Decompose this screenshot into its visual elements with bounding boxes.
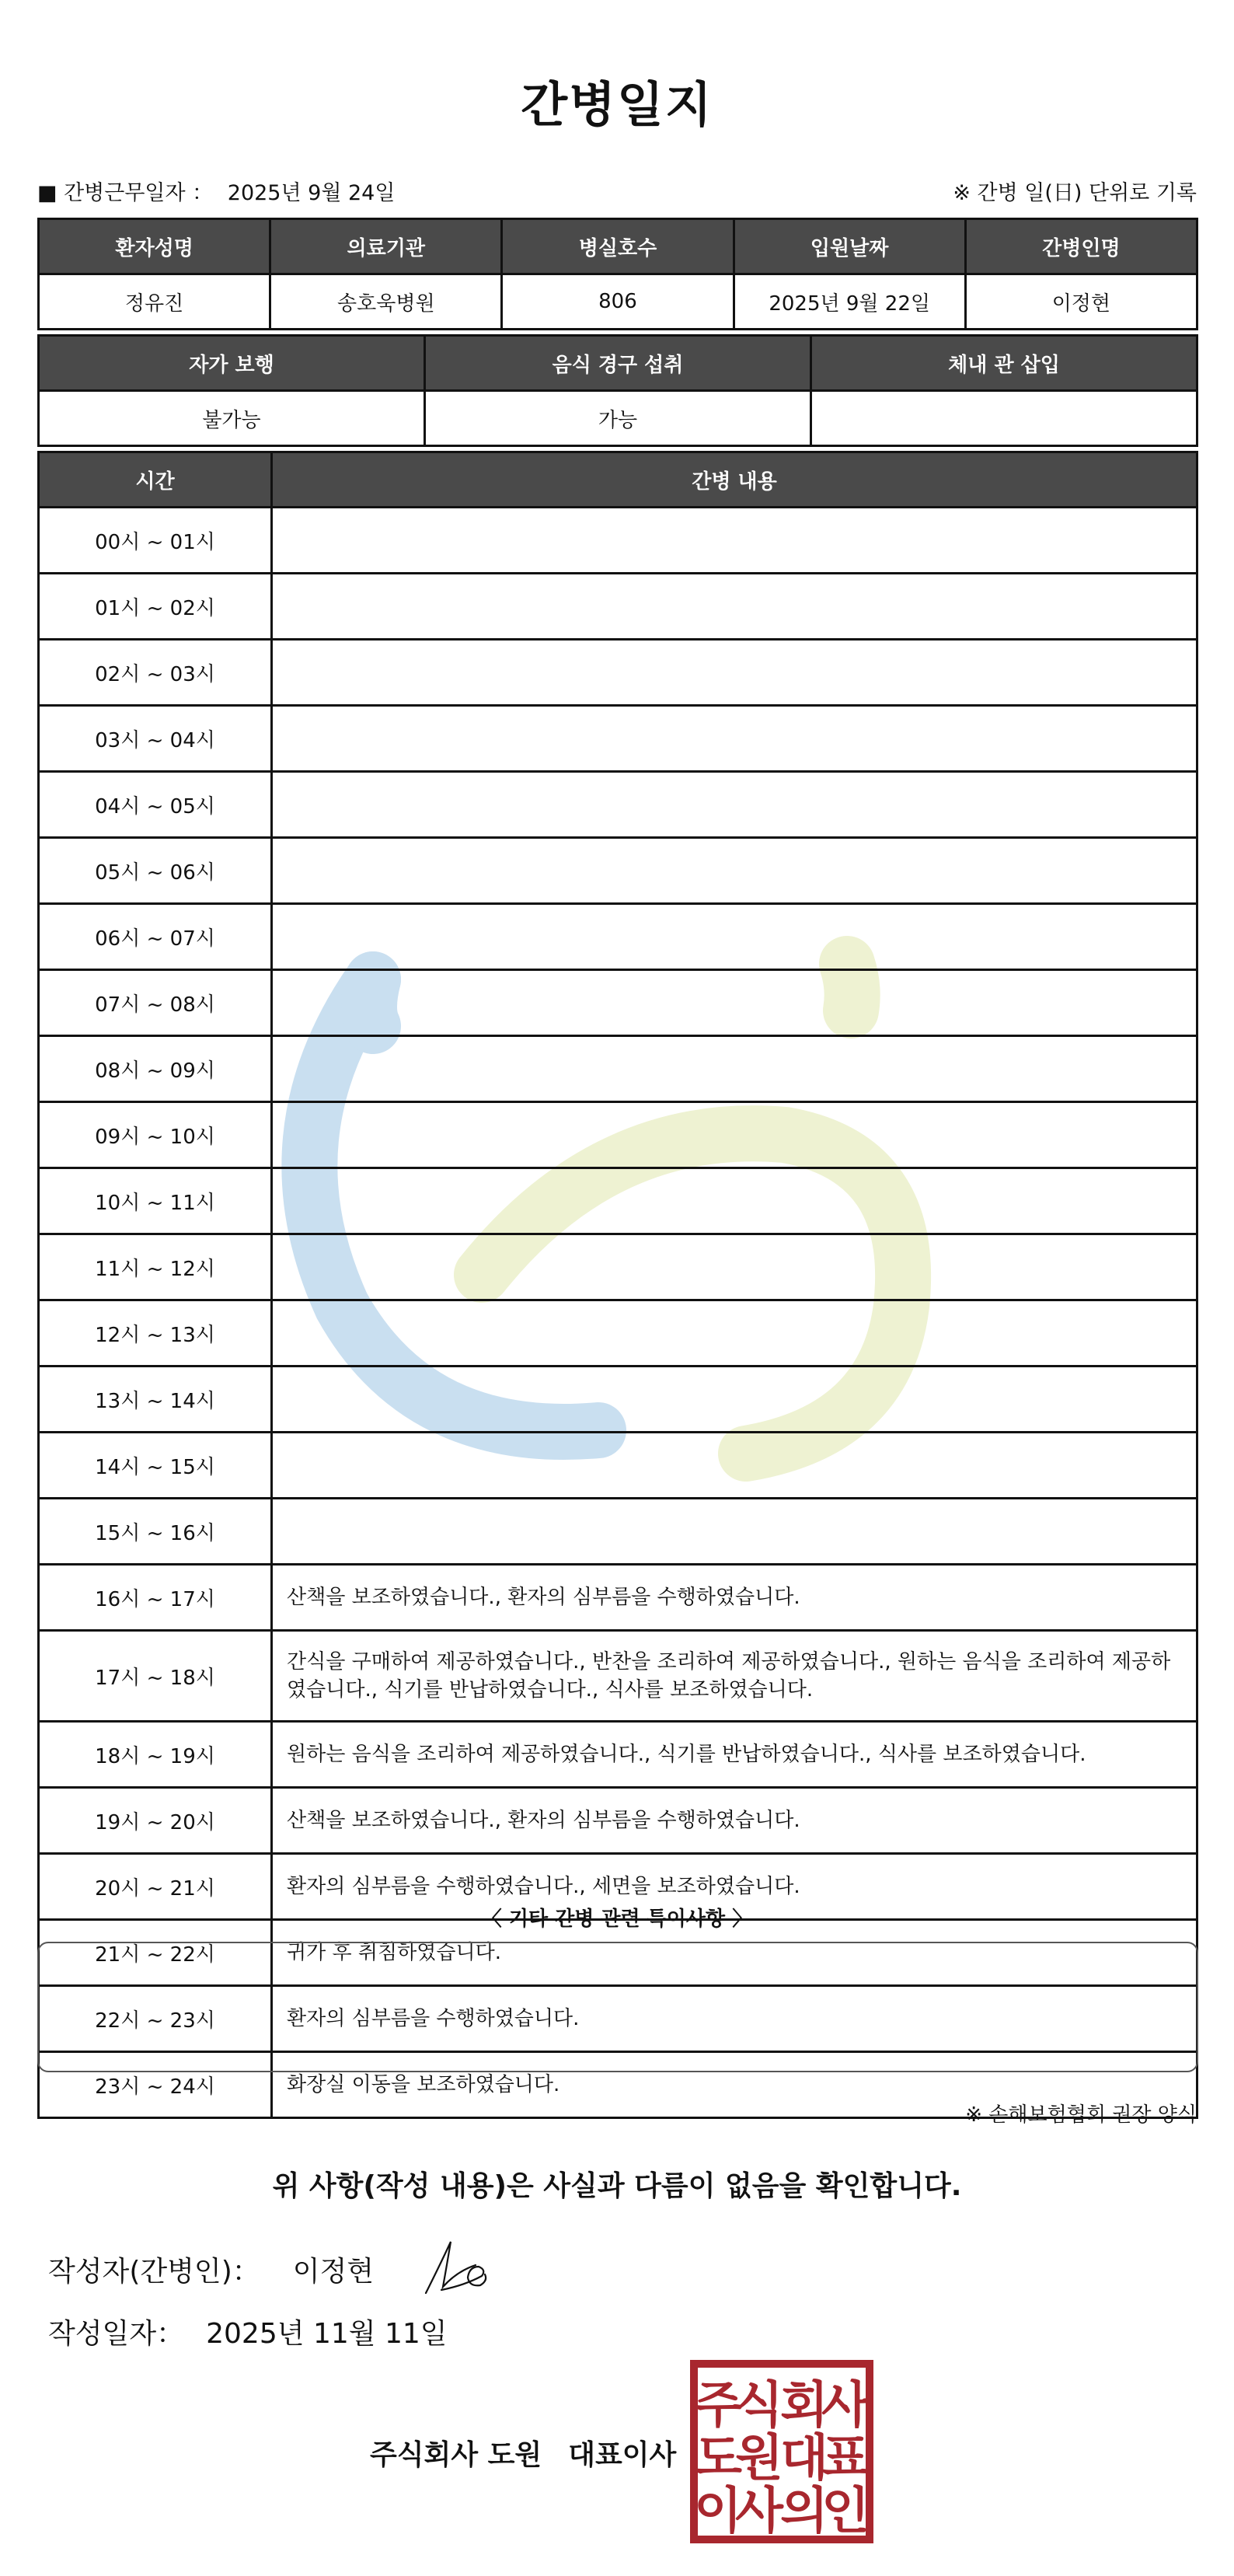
time-slot: 14시 ~ 15시 [39, 1433, 272, 1499]
svg-text:주: 주 [694, 2377, 742, 2435]
document-title: 간병일지 [521, 76, 713, 133]
patient-name: 정유진 [39, 274, 270, 330]
care-content [272, 970, 1197, 1036]
care-content [272, 508, 1197, 574]
care-log-row [39, 508, 1197, 574]
svg-text:의: 의 [780, 2483, 828, 2540]
care-log-row [39, 1102, 1197, 1168]
header-admission-date: 입원날짜 [734, 219, 965, 274]
care-log-row [39, 706, 1197, 772]
care-log-row [39, 1499, 1197, 1565]
svg-text:도: 도 [694, 2430, 742, 2487]
care-content [272, 706, 1197, 772]
care-log-row [39, 1367, 1197, 1433]
admission-date: 2025년 9월 22일 [734, 274, 965, 330]
care-log-row [39, 1788, 1197, 1854]
patient-status-table [37, 334, 1198, 447]
svg-text:표: 표 [821, 2430, 870, 2487]
written-date-label: 작성일자： [48, 2318, 185, 2350]
care-content [272, 1367, 1197, 1433]
svg-text:이: 이 [694, 2483, 742, 2540]
company-name: 주식회사 도원 [370, 2439, 542, 2471]
header-care-content: 간병 내용 [272, 452, 1197, 508]
time-slot: 17시 ~ 18시 [39, 1631, 272, 1722]
time-slot: 09시 ~ 10시 [39, 1102, 272, 1168]
remarks-box [37, 1942, 1198, 2072]
association-note: ※ 손해보험협회 권장 양식 [965, 2103, 1197, 2127]
time-slot: 23시 ~ 24시 [39, 2052, 272, 2118]
writer-label: 작성자(간병인)： [48, 2256, 260, 2288]
care-content: 화장실 이동을 보조하였습니다. [272, 2052, 1197, 2118]
unit-note: ※ 간병 일(日) 단위로 기록 [953, 181, 1197, 205]
header-hospital: 의료기관 [270, 219, 502, 274]
tube-insertion-value [811, 391, 1197, 446]
care-log-row [39, 640, 1197, 706]
patient-info-header-row [39, 219, 1197, 274]
time-slot: 01시 ~ 02시 [39, 574, 272, 640]
care-content [272, 1499, 1197, 1565]
time-slot: 06시 ~ 07시 [39, 904, 272, 970]
care-log-row [39, 574, 1197, 640]
header-time: 시간 [39, 452, 272, 508]
care-content [272, 640, 1197, 706]
status-value-row [39, 391, 1197, 446]
svg-text:대: 대 [780, 2430, 828, 2487]
company-line [370, 2433, 676, 2473]
patient-info-table [37, 218, 1198, 330]
written-date-line [48, 2312, 448, 2351]
hospital-name: 송호욱병원 [270, 274, 502, 330]
care-content [272, 1300, 1197, 1367]
care-log-row [39, 1631, 1197, 1722]
header-oral-intake: 음식 경구 섭취 [425, 336, 811, 391]
care-log-row [39, 1722, 1197, 1788]
writer-line [48, 2250, 374, 2289]
care-content [272, 1036, 1197, 1102]
header-patient-name: 환자성명 [39, 219, 270, 274]
care-log-row [39, 1433, 1197, 1499]
time-slot: 12시 ~ 13시 [39, 1300, 272, 1367]
time-slot: 22시 ~ 23시 [39, 1986, 272, 2052]
care-content [272, 1168, 1197, 1234]
care-content: 산책을 보조하였습니다., 환자의 심부름을 수행하였습니다. [272, 1565, 1197, 1631]
care-log-table [37, 451, 1198, 2119]
care-log-row [39, 1036, 1197, 1102]
time-slot: 05시 ~ 06시 [39, 838, 272, 904]
care-log-row [39, 1234, 1197, 1300]
care-log-row [39, 904, 1197, 970]
care-content [272, 772, 1197, 838]
svg-text:회: 회 [780, 2377, 828, 2435]
care-log-row [39, 970, 1197, 1036]
svg-text:식: 식 [735, 2377, 783, 2435]
work-date [37, 176, 395, 206]
care-log-row [39, 838, 1197, 904]
caregiver-name: 이정현 [965, 274, 1197, 330]
care-log-row [39, 1565, 1197, 1631]
written-date-value: 2025년 11월 11일 [206, 2318, 448, 2350]
status-header-row [39, 336, 1197, 391]
time-slot: 16시 ~ 17시 [39, 1565, 272, 1631]
patient-info-value-row [39, 274, 1197, 330]
time-slot: 11시 ~ 12시 [39, 1234, 272, 1300]
company-seal [690, 2360, 873, 2543]
care-content: 원하는 음식을 조리하여 제공하였습니다., 식기를 반납하였습니다., 식사를 보조하였습니다. [272, 1722, 1197, 1788]
care-content: 환자의 심부름을 수행하였습니다. [272, 1986, 1197, 2052]
time-slot: 13시 ~ 14시 [39, 1367, 272, 1433]
oral-intake-value: 가능 [425, 391, 811, 446]
time-slot: 00시 ~ 01시 [39, 508, 272, 574]
time-slot: 15시 ~ 16시 [39, 1499, 272, 1565]
svg-text:인: 인 [821, 2483, 870, 2540]
care-content: 간식을 구매하여 제공하였습니다., 반찬을 조리하여 제공하였습니다., 원하는 음식을 조리하여 제공하였습니다., 식기를 반납하였습니다., 식사를 보조하였습니다. [272, 1631, 1197, 1722]
representative-title: 대표이사 [568, 2439, 677, 2471]
room-number: 806 [502, 274, 734, 330]
work-date-value: 2025년 9월 24일 [227, 181, 396, 205]
time-slot: 08시 ~ 09시 [39, 1036, 272, 1102]
confirmation-statement: 위 사항(작성 내용)은 사실과 다름이 없음을 확인합니다. [272, 2170, 962, 2202]
time-slot: 20시 ~ 21시 [39, 1854, 272, 1920]
time-slot: 21시 ~ 22시 [39, 1920, 272, 1986]
header-caregiver-name: 간병인명 [965, 219, 1197, 274]
care-content [272, 574, 1197, 640]
time-slot: 03시 ~ 04시 [39, 706, 272, 772]
care-content [272, 838, 1197, 904]
header-self-walking: 자가 보행 [39, 336, 425, 391]
time-slot: 10시 ~ 11시 [39, 1168, 272, 1234]
care-content [272, 904, 1197, 970]
writer-name: 이정현 [292, 2256, 375, 2288]
care-log-row [39, 1300, 1197, 1367]
svg-text:사: 사 [735, 2483, 783, 2540]
self-walking-value: 불가능 [39, 391, 425, 446]
time-slot: 18시 ~ 19시 [39, 1722, 272, 1788]
time-slot: 19시 ~ 20시 [39, 1788, 272, 1854]
time-slot: 02시 ~ 03시 [39, 640, 272, 706]
time-slot: 04시 ~ 05시 [39, 772, 272, 838]
care-log-row [39, 1168, 1197, 1234]
signature-image [410, 2231, 504, 2309]
care-content [272, 1102, 1197, 1168]
care-content [272, 1433, 1197, 1499]
care-content: 산책을 보조하였습니다., 환자의 심부름을 수행하였습니다. [272, 1788, 1197, 1854]
header-tube-insertion: 체내 관 삽입 [811, 336, 1197, 391]
time-slot: 07시 ~ 08시 [39, 970, 272, 1036]
care-content [272, 1234, 1197, 1300]
care-log-header-row [39, 452, 1197, 508]
svg-text:사: 사 [821, 2377, 870, 2435]
remarks-title: 〈 기타 간병 관련 특이사항 〉 [481, 1908, 753, 1931]
svg-text:원: 원 [735, 2430, 783, 2487]
header-room-number: 병실호수 [502, 219, 734, 274]
care-content: 환자의 심부름을 수행하였습니다., 세면을 보조하였습니다. [272, 1854, 1197, 1920]
care-log-row [39, 772, 1197, 838]
work-date-label: ■ 간병근무일자 ： [37, 181, 214, 205]
care-content: 귀가 후 취침하였습니다. [272, 1920, 1197, 1986]
